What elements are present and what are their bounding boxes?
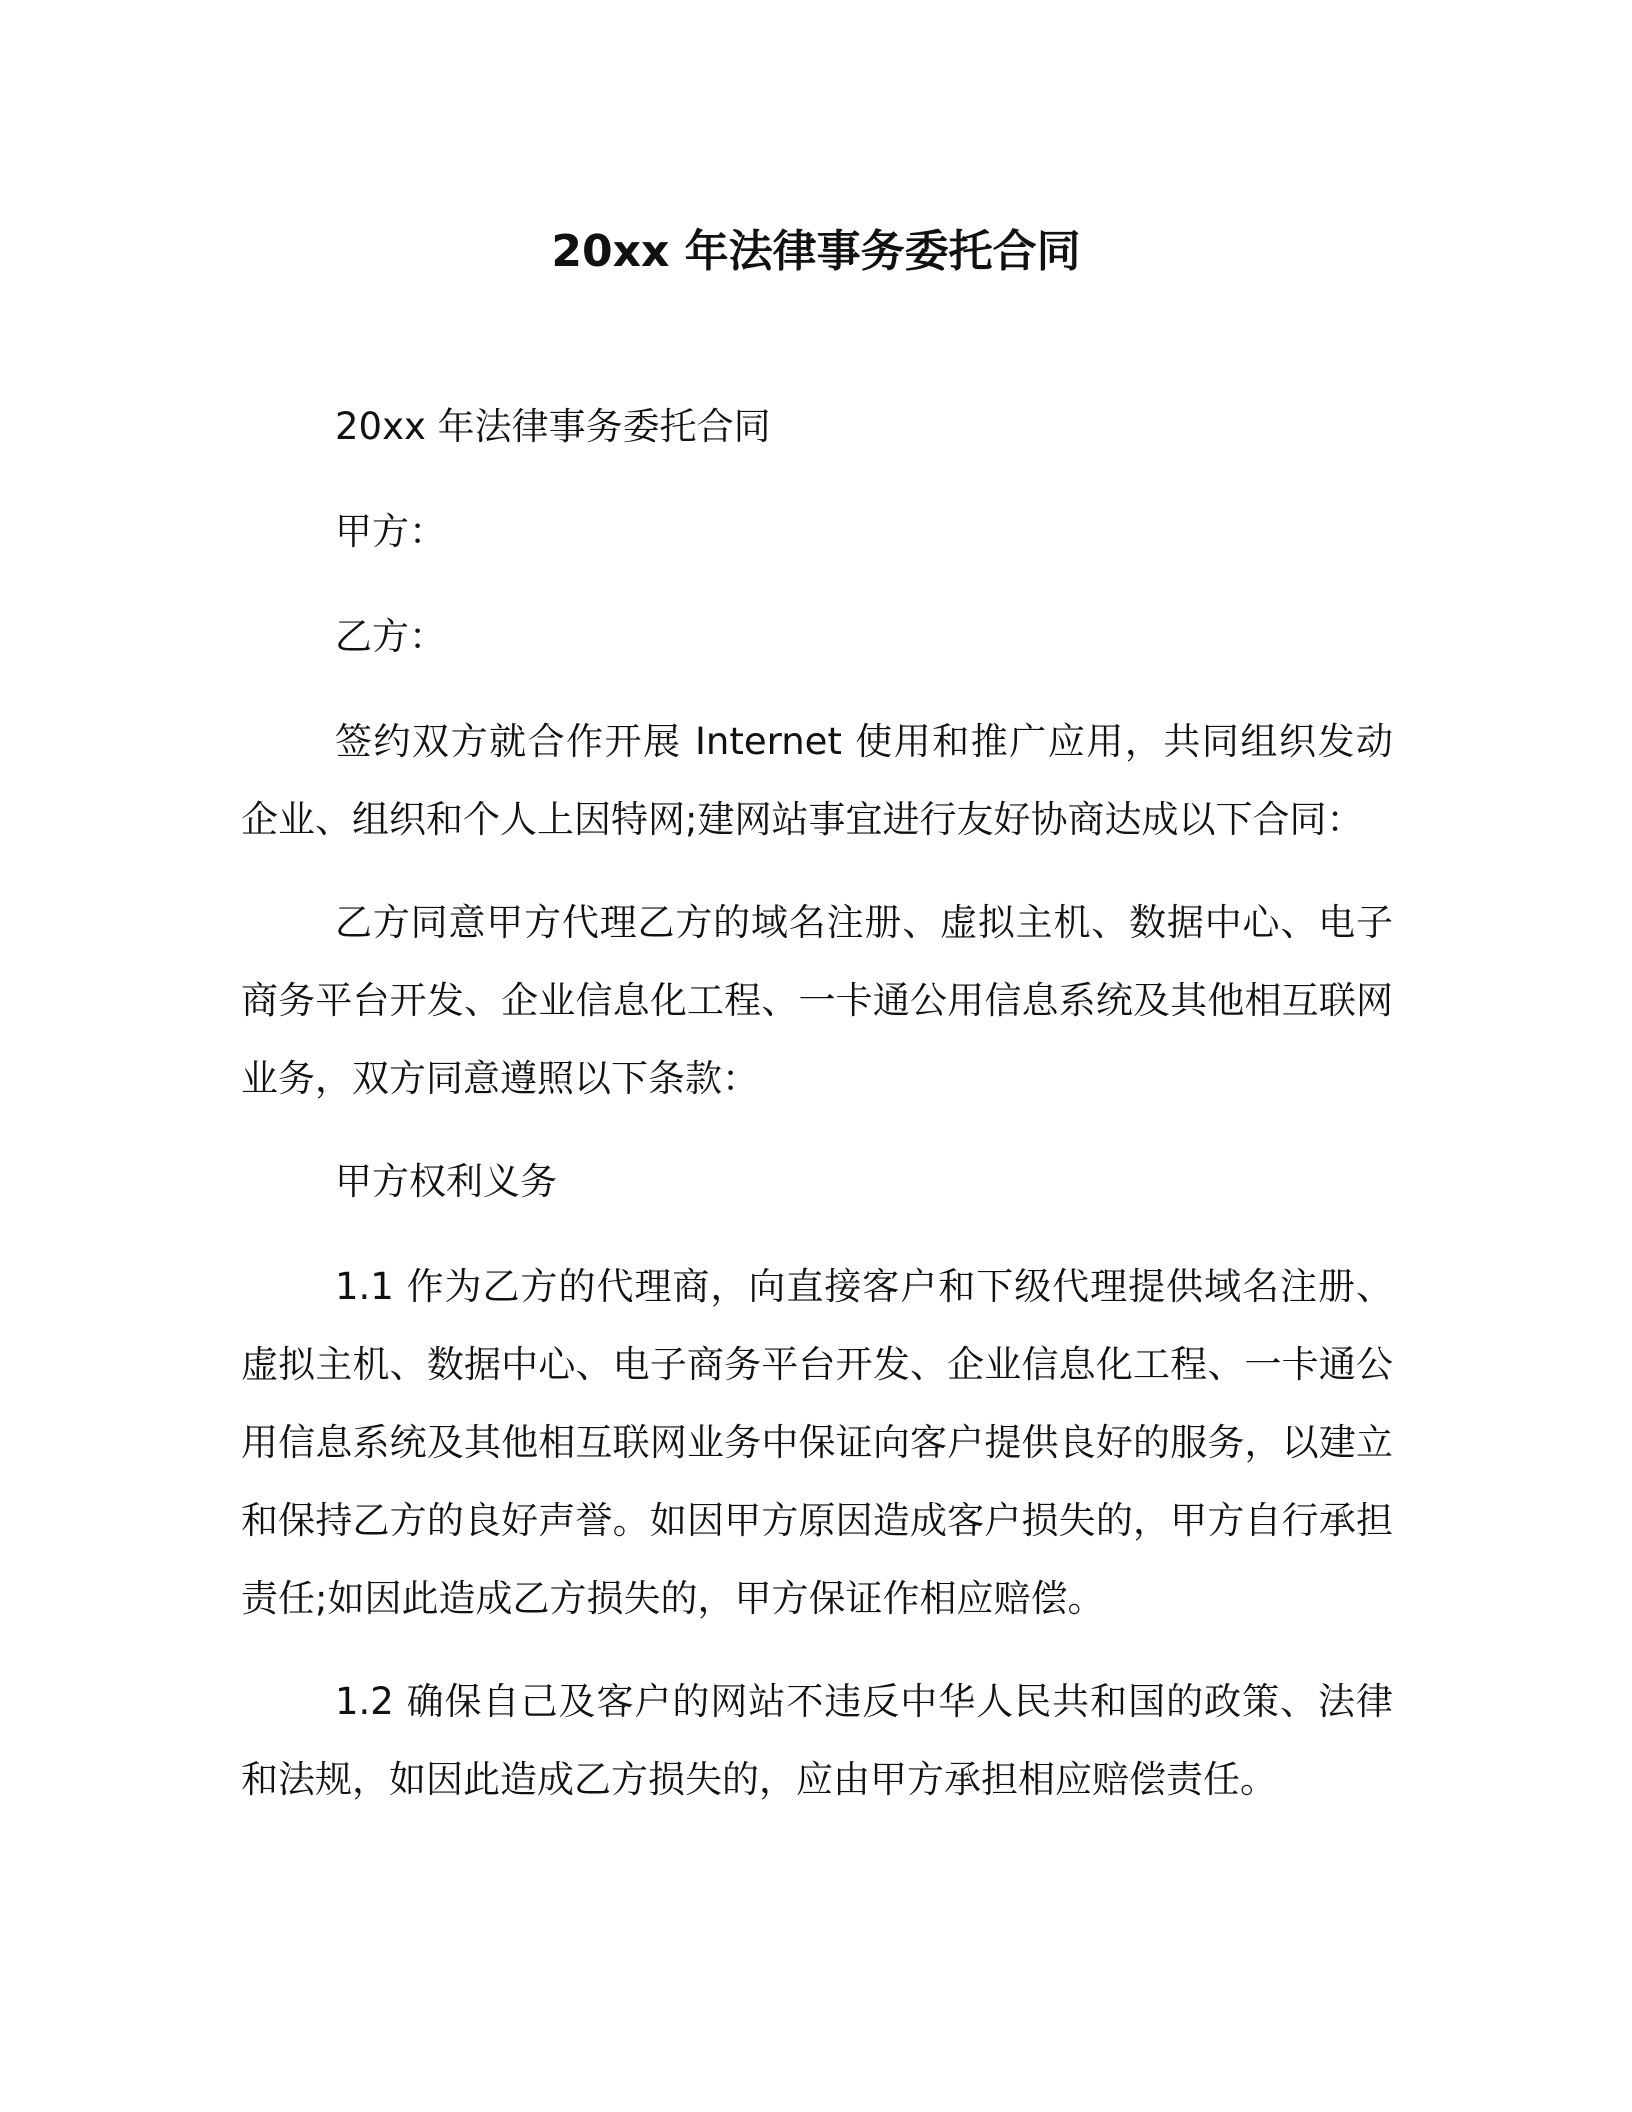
paragraph-subtitle: 20xx 年法律事务委托合同 <box>335 405 771 448</box>
document-body <box>241 388 1393 1844</box>
paragraph-agreement: 乙方同意甲方代理乙方的域名注册、虚拟主机、数据中心、电子商务平台开发、企业信息化工程、一卡通公用信息系统及其他相互联网业务，双方同意遵照以下条款： <box>241 901 1393 1100</box>
paragraph-preamble: 签约双方就合作开展 Internet 使用和推广应用，共同组织发动企业、组织和个人上因特网;建网站事宜进行友好协商达成以下合同： <box>241 720 1393 841</box>
paragraph-clause-1-1: 1.1 作为乙方的代理商，向直接客户和下级代理提供域名注册、虚拟主机、数据中心、电子商务平台开发、企业信息化工程、一卡通公用信息系统及其他相互联网业务中保证向客户提供良好的服务，以建立和保持乙方的良好声誉。如因甲方原因造成客户损失的，甲方自行承担责任;如因此造成乙方损失的，甲方保证作相应赔偿。 <box>241 1265 1393 1620</box>
paragraph-party-b: 乙方： <box>335 615 446 658</box>
paragraph-section-heading: 甲方权利义务 <box>335 1160 557 1203</box>
document-title: 20xx 年法律事务委托合同 <box>551 226 1081 277</box>
paragraph-party-a: 甲方： <box>335 510 446 553</box>
paragraph-clause-1-2: 1.2 确保自己及客户的网站不违反中华人民共和国的政策、法律和法规，如因此造成乙方损失的，应由甲方承担相应赔偿责任。 <box>241 1680 1393 1801</box>
